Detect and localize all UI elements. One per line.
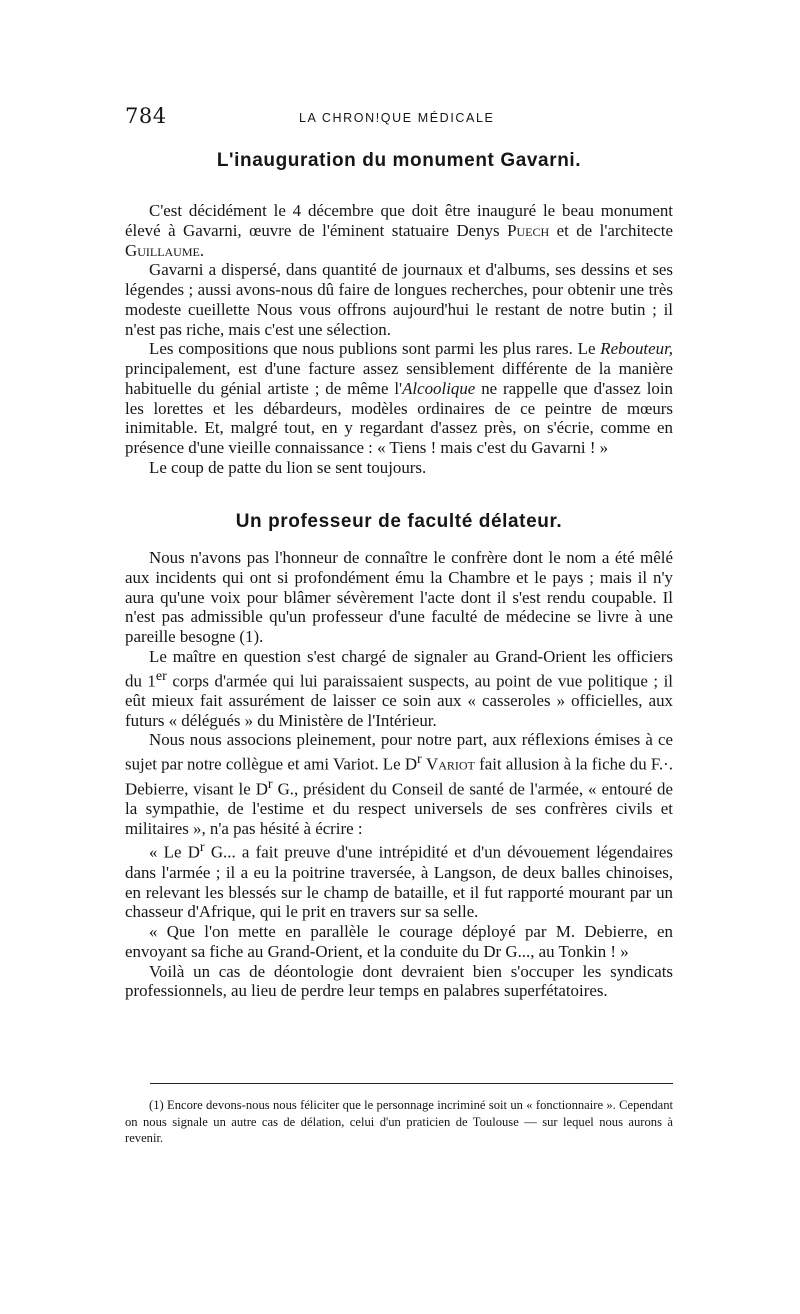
- text-run: G., président du Conseil de santé de l'armée, « entouré de la sympathie, de l'estime et du respect universels de ses confrères civils et militaires », n'a pas hésité à écrire :: [125, 779, 673, 838]
- paragraph: [125, 647, 673, 731]
- paragraph: Voilà un cas de déontologie dont devraient bien s'occuper les syndicats professionnels, au lieu de perdre leur temps en palabres superfétatoires.: [125, 961, 673, 1001]
- footnote: (1) Encore devons-nous nous féliciter que le personnage incriminé soit un « fonctionnaire ». Cependant on nous signale un autre cas de délation, celui d'un praticien de Toulouse — sur lequel nous aurons à revenir.: [125, 1098, 673, 1145]
- section-professeur: [125, 548, 673, 1001]
- paragraph: [125, 838, 673, 922]
- text-run: « Le D: [149, 843, 200, 862]
- running-header: [125, 104, 673, 134]
- superscript: r: [199, 839, 205, 856]
- superscript: r: [267, 775, 273, 792]
- superscript: r: [417, 751, 422, 768]
- text-run: corps d'armée qui lui paraissaient suspects, au point de vue politique ; il eût mieux fait assurément de laisser ce soin aux « casseroles » officielles, aux futurs « délégués » du Ministère de l'Intérieur.: [125, 671, 673, 730]
- paragraph: [125, 730, 673, 838]
- paragraph: [125, 201, 673, 260]
- text-run: et de l'architecte: [549, 220, 673, 240]
- paragraph: Gavarni a dispersé, dans quantité de journaux et d'albums, ses dessins et ses légendes ; aussi avons-nous dû faire de longues recherches, pour obtenir une très modeste cueillette Nous vous offrons aujourd'hui le restant de notre butin ; il n'est pas riche, mais c'est une sélection.: [125, 260, 673, 339]
- text-run: Nous nous associons pleinement, pour notre part, aux réflexions émises à ce sujet par notre collègue et ami Variot. Le D: [125, 730, 673, 774]
- superscript: er: [155, 667, 167, 684]
- running-title: LA CHRON!QUE MÉDICALE: [299, 111, 495, 125]
- paragraph: « Que l'on mette en parallèle le courage déployé par M. Debierre, en envoyant sa fiche au Grand-Orient, et la conduite du Dr G..., au Tonkin ! »: [125, 922, 673, 961]
- section-title-inauguration: L'inauguration du monument Gavarni.: [216, 150, 582, 171]
- architect-name: Guillaume: [125, 240, 200, 260]
- title-rebouteur: Rebouteur,: [600, 339, 673, 359]
- text-run: ne rappelle que d'assez loin les lorettes et les débardeurs, modèles ordinaires de ce peintre de mœurs inimitable. Et, malgré tout, en y regardant d'assez près, on s'écrie, comme en présence d'une vieille connaissance : « Tiens ! mais c'est du Gavarni ! »: [125, 378, 673, 457]
- text-run: fait allusion à la fiche du F.·. Debierre, visant le D: [125, 754, 673, 799]
- section-title-professeur: Un professeur de faculté délateur.: [235, 511, 563, 532]
- text-run: Le maître en question s'est chargé de signaler au Grand-Orient les officiers du 1: [125, 646, 673, 691]
- text-run: C'est décidément le 4 décembre que doit être inauguré le beau monument élevé à Gavarni, œuvre de l'éminent statuaire Denys: [125, 201, 673, 240]
- section-inauguration: [125, 201, 673, 478]
- footnote-divider: [150, 1083, 673, 1084]
- text-run: Les compositions que nous publions sont parmi les plus rares. Le: [149, 339, 601, 359]
- title-alcoolique: Alcoolique: [402, 378, 476, 398]
- page-number: 784: [125, 104, 167, 128]
- text-run: G... a fait preuve d'une intrépidité et d'un dévouement légendaires dans l'armée ; il a eu la poitrine traversée, à Langson, de deux balles chinoises, en relevant les blessés sur le champ de bataille, et il fut rapporté mourant par un chasseur d'Afrique, qui le prit en travers sur sa selle.: [125, 843, 673, 922]
- text-run: principalement, est d'une facture assez sensiblement différente de la manière habituelle du génial artiste ; de même l': [125, 359, 673, 398]
- author-name: Variot: [426, 754, 475, 774]
- paragraph: Nous n'avons pas l'honneur de connaître le confrère dont le nom a été mêlé aux incidents qui ont si profondément ému la Chambre et le pays ; mais il n'y aura qu'une voix pour blâmer sévèrement l'acte dont il s'est rendu coupable. Il n'est pas admissible qu'un professeur d'une faculté de médecine se livre à une pareille besogne (1).: [125, 548, 673, 646]
- paragraph: [125, 339, 673, 458]
- paragraph: Le coup de patte du lion se sent toujours.: [149, 457, 427, 477]
- text-run: .: [199, 240, 205, 260]
- sculptor-name: Puech: [507, 220, 550, 240]
